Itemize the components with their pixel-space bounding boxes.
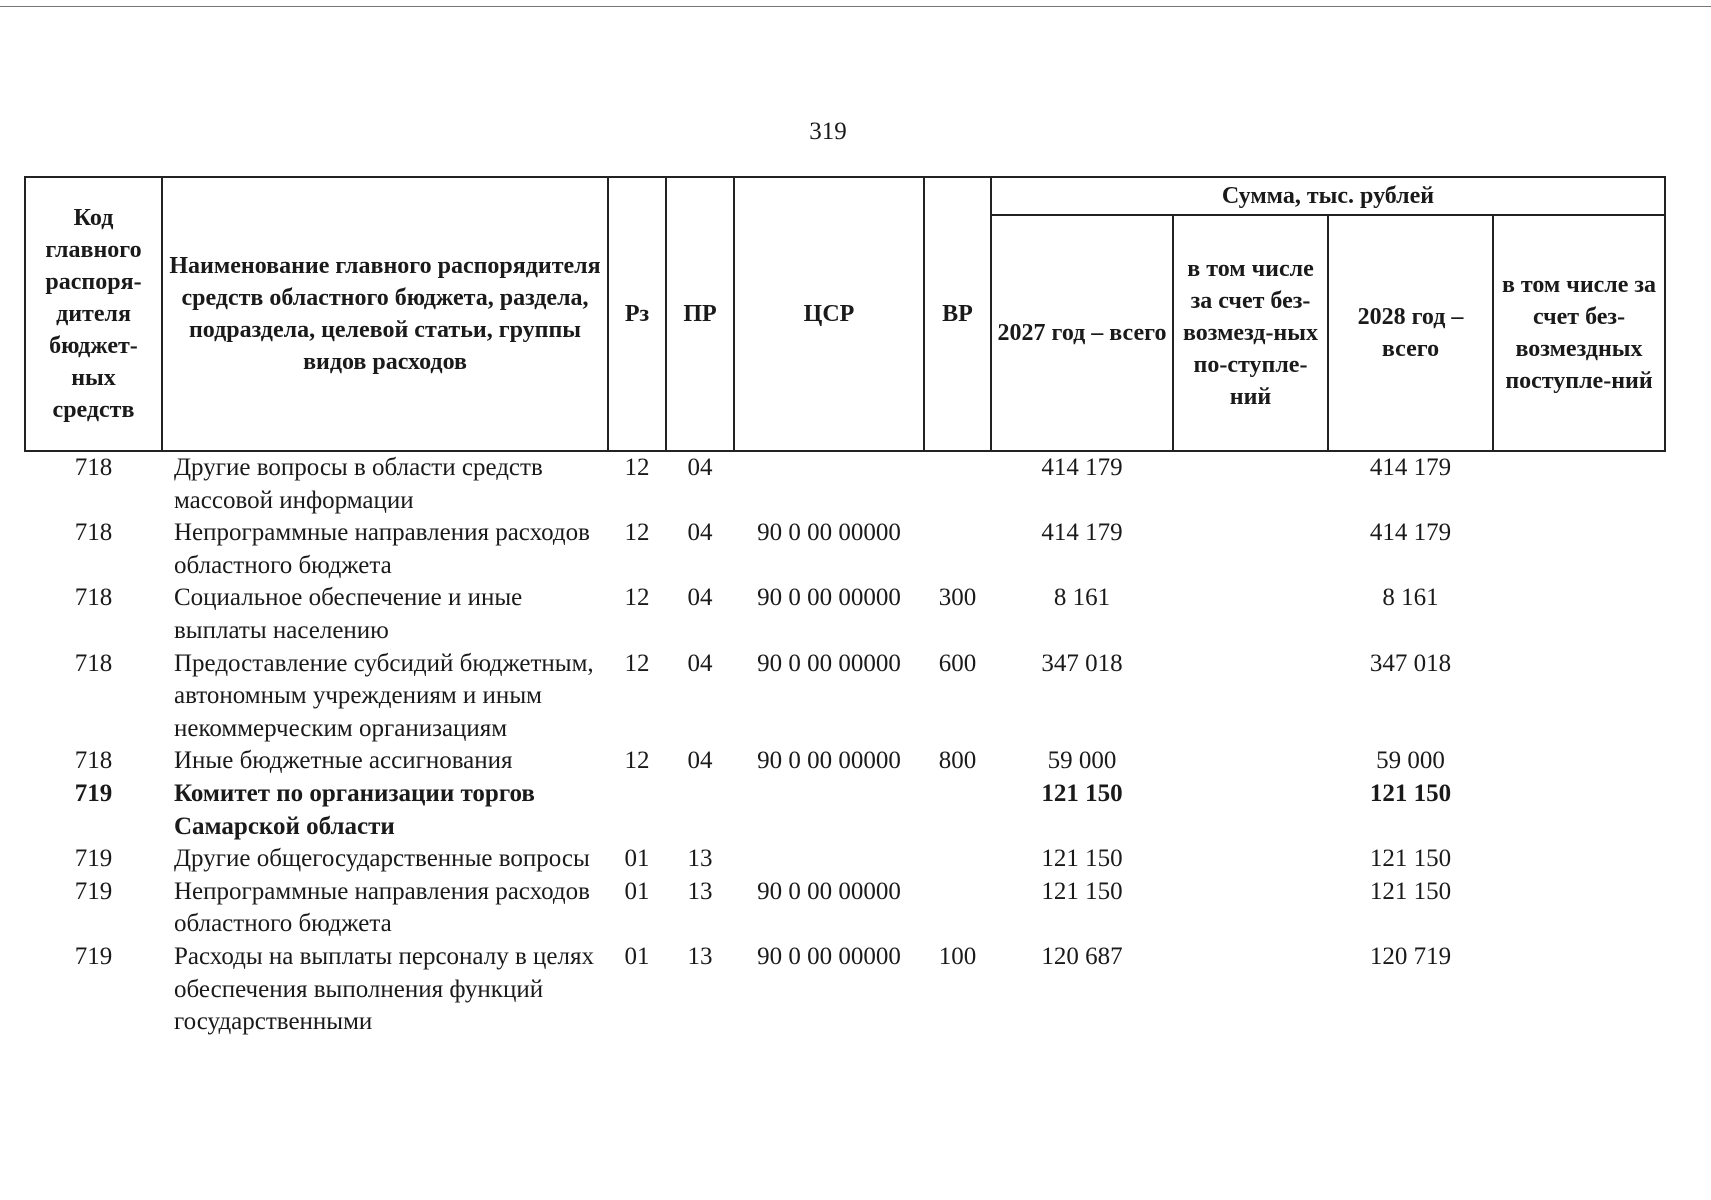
table-row — [25, 517, 1665, 582]
top-rule — [0, 6, 1711, 7]
amount-2028-cell: 121 150 — [1369, 845, 1452, 873]
rz-cell — [608, 778, 666, 843]
amount-2028-cell: 120 719 — [1369, 942, 1452, 970]
code-cell: 719 — [74, 942, 113, 970]
page-number: 319 — [809, 118, 847, 145]
amount-2028-cell: 347 018 — [1369, 649, 1452, 677]
header-csr: ЦСР — [734, 177, 924, 451]
vr-cell: 100 — [938, 942, 977, 970]
pr-cell: 04 — [687, 747, 713, 775]
gratuitous-2027-cell — [1173, 876, 1328, 941]
vr-cell — [924, 451, 991, 517]
gratuitous-2027-cell — [1173, 517, 1328, 582]
csr-cell: 90 0 00 00000 — [757, 942, 901, 970]
header-2028-gratuitous: в том числе за счет без-возмездных поступле-ний — [1493, 215, 1665, 451]
code-cell: 718 — [74, 747, 113, 775]
gratuitous-2027-cell — [1173, 648, 1328, 746]
name-cell: Непрограммные направления расходов областного бюджета — [174, 877, 590, 938]
vr-cell — [924, 517, 991, 582]
gratuitous-2027-cell — [1173, 582, 1328, 647]
amount-2027-cell: 414 179 — [1041, 454, 1123, 481]
header-2027-gratuitous: в том числе за счет без-возмезд-ных по-ступле-ний — [1173, 215, 1328, 451]
pr-cell: 13 — [687, 877, 713, 905]
csr-cell: 90 0 00 00000 — [757, 877, 901, 905]
name-cell: Непрограммные направления расходов областного бюджета — [174, 519, 590, 579]
gratuitous-2028-cell — [1493, 941, 1665, 1039]
gratuitous-2027-cell — [1173, 778, 1328, 843]
rz-cell: 12 — [624, 747, 650, 775]
code-cell: 718 — [74, 584, 113, 612]
amount-2027-cell: 121 150 — [1041, 779, 1123, 807]
vr-cell — [924, 843, 991, 876]
amount-2028-cell: 59 000 — [1376, 747, 1445, 775]
table-row — [25, 648, 1665, 746]
table-body — [25, 451, 1665, 1039]
gratuitous-2028-cell — [1493, 648, 1665, 746]
csr-cell: 90 0 00 00000 — [757, 584, 901, 612]
gratuitous-2027-cell — [1173, 745, 1328, 778]
name-cell: Иные бюджетные ассигнования — [174, 747, 513, 775]
gratuitous-2027-cell — [1173, 941, 1328, 1039]
table-row — [25, 843, 1665, 876]
gratuitous-2028-cell — [1493, 582, 1665, 647]
code-cell: 718 — [74, 454, 113, 481]
name-cell: Расходы на выплаты персоналу в целях обеспечения выполнения функций государственными — [174, 942, 594, 1036]
gratuitous-2028-cell — [1493, 778, 1665, 843]
amount-2027-cell: 120 687 — [1041, 942, 1123, 970]
amount-2028-cell: 121 150 — [1369, 877, 1452, 905]
csr-cell: 90 0 00 00000 — [757, 747, 901, 775]
header-vr: ВР — [924, 177, 991, 451]
vr-cell: 600 — [938, 649, 977, 677]
pr-cell: 13 — [687, 942, 713, 970]
amount-2027-cell: 121 150 — [1041, 845, 1123, 873]
budget-table — [24, 176, 1666, 1039]
pr-cell: 04 — [687, 584, 713, 612]
pr-cell — [666, 778, 734, 843]
csr-cell: 90 0 00 00000 — [757, 519, 901, 547]
amount-2028-cell: 414 179 — [1369, 454, 1452, 481]
csr-cell — [734, 843, 924, 876]
gratuitous-2028-cell — [1493, 745, 1665, 778]
name-cell: Другие общегосударственные вопросы — [174, 845, 590, 873]
gratuitous-2028-cell — [1493, 517, 1665, 582]
rz-cell: 12 — [624, 454, 650, 481]
table-row — [25, 778, 1665, 843]
pr-cell: 04 — [687, 519, 713, 547]
csr-cell — [734, 778, 924, 843]
vr-cell — [924, 876, 991, 941]
vr-cell — [924, 778, 991, 843]
rz-cell: 12 — [624, 584, 650, 612]
name-cell: Комитет по организации торгов Самарской области — [174, 779, 535, 840]
gratuitous-2027-cell — [1173, 843, 1328, 876]
code-cell: 719 — [74, 877, 113, 905]
amount-2027-cell: 347 018 — [1041, 649, 1123, 677]
gratuitous-2028-cell — [1493, 451, 1665, 517]
name-cell: Социальное обеспечение и иные выплаты населению — [174, 584, 523, 644]
header-2027-total: 2027 год – всего — [991, 215, 1173, 451]
header-pr: ПР — [666, 177, 734, 451]
code-cell: 718 — [74, 649, 113, 677]
table-row — [25, 582, 1665, 647]
code-cell: 718 — [74, 519, 113, 547]
amount-2027-cell: 121 150 — [1041, 877, 1123, 905]
vr-cell: 300 — [938, 584, 977, 612]
amount-2027-cell: 8 161 — [1053, 584, 1111, 612]
csr-cell: 90 0 00 00000 — [757, 649, 901, 677]
amount-2027-cell: 414 179 — [1041, 519, 1123, 547]
vr-cell: 800 — [938, 747, 977, 775]
amount-2028-cell: 414 179 — [1369, 519, 1452, 547]
csr-cell — [734, 451, 924, 517]
table-row — [25, 876, 1665, 941]
rz-cell: 12 — [624, 519, 650, 547]
amount-2028-cell: 8 161 — [1382, 584, 1439, 612]
code-cell: 719 — [74, 845, 113, 873]
name-cell: Предоставление субсидий бюджетным, автономным учреждениям и иным некоммерческим организациям — [174, 649, 594, 742]
pr-cell: 04 — [687, 454, 713, 481]
gratuitous-2028-cell — [1493, 876, 1665, 941]
table-row — [25, 745, 1665, 778]
header-name: Наименование главного распорядителя средств областного бюджета, раздела, подраздела, целевой статьи, группы видов расходов — [162, 177, 608, 451]
rz-cell: 01 — [624, 877, 650, 905]
pr-cell: 04 — [687, 649, 713, 677]
gratuitous-2027-cell — [1173, 451, 1328, 517]
header-sum: Сумма, тыс. рублей — [991, 177, 1665, 215]
name-cell: Другие вопросы в области средств массовой информации — [174, 454, 543, 514]
rz-cell: 01 — [624, 845, 650, 873]
table-row — [25, 941, 1665, 1039]
header-2028-total: 2028 год – всего — [1328, 215, 1493, 451]
header-rz: Рз — [608, 177, 666, 451]
header-code: Код главного распоря-дителя бюджет-ных средств — [25, 177, 162, 451]
amount-2028-cell: 121 150 — [1369, 779, 1452, 807]
rz-cell: 12 — [624, 649, 650, 677]
table-row — [25, 451, 1665, 517]
gratuitous-2028-cell — [1493, 843, 1665, 876]
amount-2027-cell: 59 000 — [1047, 747, 1117, 775]
rz-cell: 01 — [624, 942, 650, 970]
pr-cell: 13 — [687, 845, 713, 873]
code-cell: 719 — [74, 779, 113, 807]
